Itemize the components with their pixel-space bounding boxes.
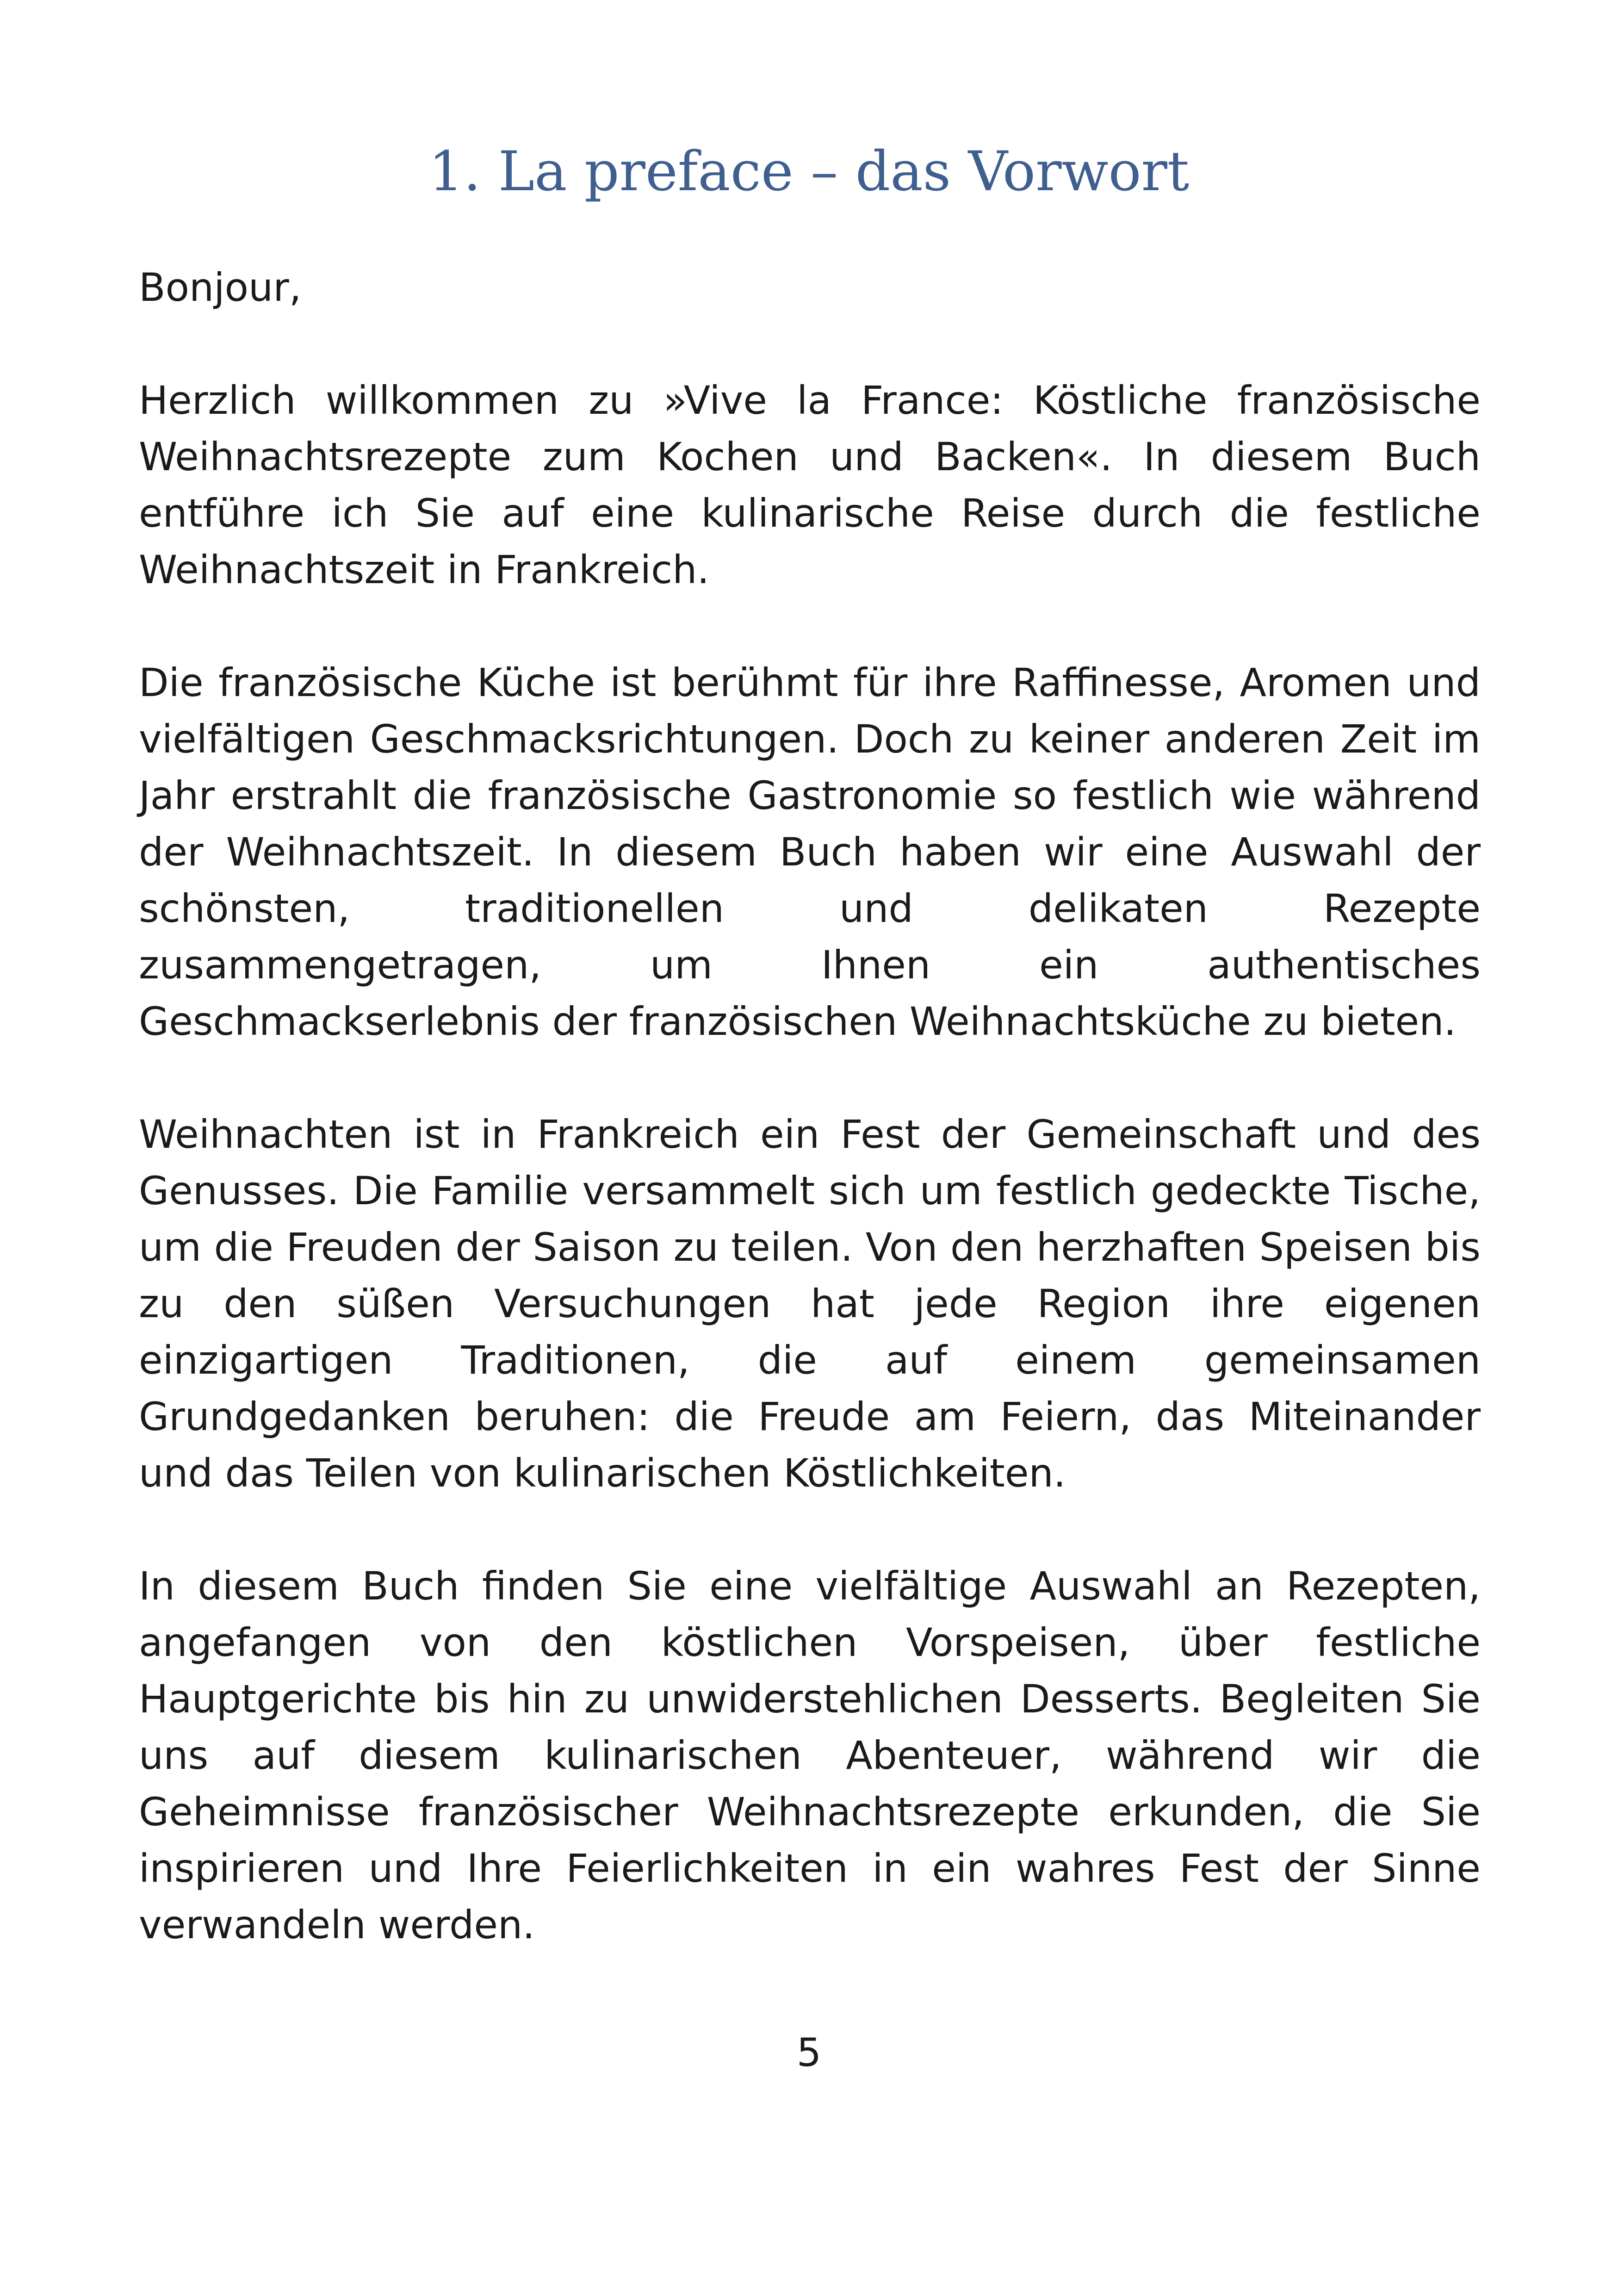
chapter-heading: 1. La preface – das Vorwort	[428, 139, 1190, 203]
body-text	[139, 259, 1481, 2010]
paragraph-cuisine: Die französische Küche ist berühmt für ihre Raffinesse, Aromen und vielfältigen Geschmacksrichtungen. Doch zu keiner anderen Zeit im Jahr erstrahlt die französische Gastronomie so festlich wie während der Weihnachtszeit. In diesem Buch haben wir eine Auswahl der schönsten, traditionellen und delikaten Rezepte zusammengetragen, um Ihnen ein authentisches Geschmackserlebnis der französischen Weihnachtsküche zu bieten.	[139, 660, 1481, 1044]
paragraph-recipes: In diesem Buch finden Sie eine vielfältige Auswahl an Rezepten, angefangen von den köstlichen Vorspeisen, über festliche Hauptgerichte bis hin zu unwiderstehlichen Desserts. Begleiten Sie uns auf diesem kulinarischen Abenteuer, während wir die Geheimnisse französischer Weihnachtsrezepte erkunden, die Sie inspirieren und Ihre Feierlichkeiten in ein wahres Fest der Sinne verwandeln werden.	[139, 1563, 1481, 1948]
paragraph-christmas: Weihnachten ist in Frankreich ein Fest der Gemeinschaft und des Genusses. Die Familie versammelt sich um festlich gedeckte Tische, um die Freuden der Saison zu teilen. Von den herzhaften Speisen bis zu den süßen Versuchungen hat jede Region ihre eigenen einzigartigen Traditionen, die auf einem gemeinsamen Grundgedanken beruhen: die Freude am Feiern, das Miteinander und das Teilen von kulinarischen Köstlichkeiten.	[139, 1112, 1481, 1496]
page-number: 5	[796, 2030, 822, 2075]
greeting: Bonjour,	[139, 265, 302, 310]
paragraph-welcome: Herzlich willkommen zu »Vive la France: Köstliche französische Weihnachtsrezepte zum Kochen und Backen«. In diesem Buch entführe ich Sie auf eine kulinarische Reise durch die festliche Weihnachtszeit in Frankreich.	[139, 378, 1481, 592]
